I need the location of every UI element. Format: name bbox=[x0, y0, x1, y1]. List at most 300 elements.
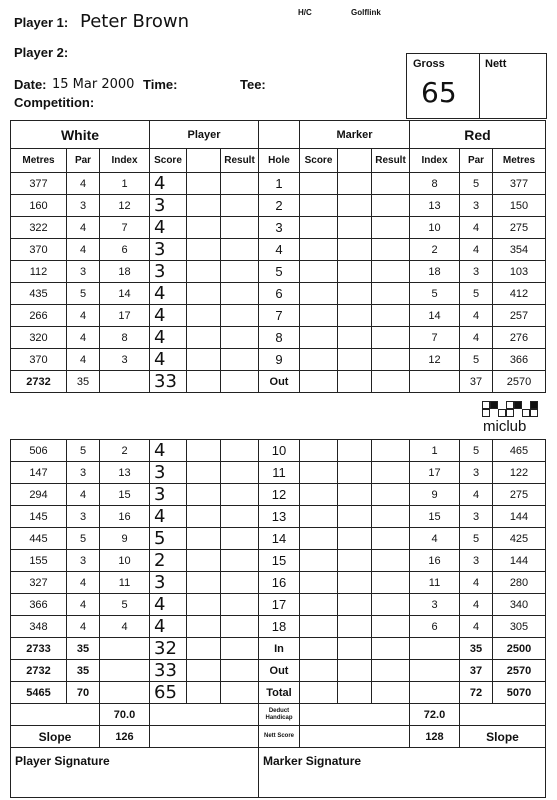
front-hole-marker-score bbox=[300, 239, 338, 261]
col-red-par: Par bbox=[460, 149, 493, 173]
back-hole-red-par: 3 bbox=[460, 506, 493, 528]
back-total-marker-score bbox=[300, 682, 338, 704]
back-hole-player-score: 2 bbox=[150, 550, 187, 572]
back-hole-player-result bbox=[221, 616, 259, 638]
gross-nett-box bbox=[406, 53, 547, 119]
back-hole-red-index: 3 bbox=[410, 594, 460, 616]
front-hole-white-metres: 322 bbox=[11, 217, 67, 239]
nett-score-label: Nett Score bbox=[259, 726, 300, 748]
back-hole-row bbox=[11, 506, 546, 528]
back-total-player-score: 65 bbox=[150, 682, 187, 704]
front-total-white-metres: 2732 bbox=[11, 371, 67, 393]
back-total-row bbox=[11, 660, 546, 682]
front-hole-player-result bbox=[221, 349, 259, 371]
back-hole-red-par: 5 bbox=[460, 440, 493, 462]
back-hole-marker-result bbox=[372, 462, 410, 484]
back-hole-player-blank bbox=[187, 528, 221, 550]
back-hole-marker-blank bbox=[338, 462, 372, 484]
hc-label: H/C bbox=[298, 8, 312, 17]
back-hole-red-metres: 425 bbox=[493, 528, 546, 550]
col-hole: Hole bbox=[259, 149, 300, 173]
back-hole-player-result bbox=[221, 528, 259, 550]
back-hole-player-score: 5 bbox=[150, 528, 187, 550]
rating-marker-blank bbox=[300, 704, 410, 726]
slope-row bbox=[11, 726, 546, 748]
front-hole-white-index: 6 bbox=[100, 239, 150, 261]
front-total-red-par: 37 bbox=[460, 371, 493, 393]
back-hole-player-score: 3 bbox=[150, 484, 187, 506]
front-hole-red-par: 5 bbox=[460, 349, 493, 371]
front-hole-marker-result bbox=[372, 349, 410, 371]
front-hole-red-metres: 412 bbox=[493, 283, 546, 305]
front-hole-white-index: 7 bbox=[100, 217, 150, 239]
back-hole-white-metres: 294 bbox=[11, 484, 67, 506]
back-hole-white-par: 5 bbox=[67, 528, 100, 550]
back-hole-player-score: 4 bbox=[150, 594, 187, 616]
front-hole-row bbox=[11, 173, 546, 195]
back-total-white-metres: 2733 bbox=[11, 638, 67, 660]
front-hole-white-index: 8 bbox=[100, 327, 150, 349]
front-total-hole: Out bbox=[259, 371, 300, 393]
back-total-player-blank bbox=[187, 638, 221, 660]
front-hole-player-blank bbox=[187, 173, 221, 195]
back-total-white-par: 35 bbox=[67, 638, 100, 660]
tee-label: Tee: bbox=[240, 77, 266, 92]
back-hole-white-metres: 506 bbox=[11, 440, 67, 462]
back-total-red-index bbox=[410, 682, 460, 704]
player-signature-field[interactable]: Player Signature bbox=[11, 748, 259, 798]
front-hole-row bbox=[11, 217, 546, 239]
front-hole-red-index: 5 bbox=[410, 283, 460, 305]
front-hole-marker-score bbox=[300, 173, 338, 195]
back-hole-red-metres: 340 bbox=[493, 594, 546, 616]
front-hole-white-index: 1 bbox=[100, 173, 150, 195]
front-hole-white-par: 5 bbox=[67, 283, 100, 305]
white-group-header: White bbox=[11, 121, 150, 149]
front-hole-red-par: 4 bbox=[460, 327, 493, 349]
front-total-white-par: 35 bbox=[67, 371, 100, 393]
deduct-handicap-label: Deduct Handicap bbox=[259, 704, 300, 726]
back-hole-hole: 17 bbox=[259, 594, 300, 616]
back-hole-hole: 10 bbox=[259, 440, 300, 462]
back-hole-marker-score bbox=[300, 440, 338, 462]
slope-label-red: Slope bbox=[460, 726, 546, 748]
front-hole-red-par: 4 bbox=[460, 217, 493, 239]
front-hole-player-result bbox=[221, 195, 259, 217]
front-hole-marker-score bbox=[300, 327, 338, 349]
col-red-metres: Metres bbox=[493, 149, 546, 173]
back-hole-hole: 16 bbox=[259, 572, 300, 594]
back-hole-marker-blank bbox=[338, 594, 372, 616]
back-hole-red-par: 3 bbox=[460, 550, 493, 572]
back-hole-marker-score bbox=[300, 572, 338, 594]
col-marker-score: Score bbox=[300, 149, 338, 173]
back-total-red-index bbox=[410, 660, 460, 682]
front-hole-white-metres: 160 bbox=[11, 195, 67, 217]
front-hole-player-blank bbox=[187, 327, 221, 349]
front-hole-white-par: 4 bbox=[67, 239, 100, 261]
front-hole-player-result bbox=[221, 283, 259, 305]
back-hole-player-blank bbox=[187, 484, 221, 506]
front-hole-red-index: 8 bbox=[410, 173, 460, 195]
back-hole-marker-result bbox=[372, 528, 410, 550]
back-hole-red-index: 6 bbox=[410, 616, 460, 638]
slope-label-white: Slope bbox=[11, 726, 100, 748]
back-hole-red-index: 17 bbox=[410, 462, 460, 484]
back-hole-player-blank bbox=[187, 440, 221, 462]
col-red-index: Index bbox=[410, 149, 460, 173]
slope-red: 128 bbox=[410, 726, 460, 748]
player1-name: Peter Brown bbox=[80, 11, 190, 32]
back-hole-player-blank bbox=[187, 616, 221, 638]
front-total-blank5 bbox=[338, 371, 372, 393]
back-total-marker-score bbox=[300, 638, 338, 660]
front-hole-red-index: 12 bbox=[410, 349, 460, 371]
rating-white: 70.0 bbox=[100, 704, 150, 726]
front-hole-marker-result bbox=[372, 305, 410, 327]
front-hole-row bbox=[11, 305, 546, 327]
back-hole-player-score: 4 bbox=[150, 506, 187, 528]
back-hole-red-index: 16 bbox=[410, 550, 460, 572]
back-hole-white-index: 4 bbox=[100, 616, 150, 638]
front-nine-table bbox=[10, 120, 546, 393]
back-total-player-blank bbox=[187, 682, 221, 704]
gross-cell bbox=[407, 54, 480, 118]
back-hole-marker-result bbox=[372, 594, 410, 616]
back-total-red-par: 37 bbox=[460, 660, 493, 682]
front-hole-hole: 2 bbox=[259, 195, 300, 217]
rating-red: 72.0 bbox=[410, 704, 460, 726]
back-total-white-metres: 2732 bbox=[11, 660, 67, 682]
front-hole-row bbox=[11, 261, 546, 283]
rating-player-blank bbox=[150, 704, 259, 726]
front-hole-white-metres: 377 bbox=[11, 173, 67, 195]
front-hole-marker-score bbox=[300, 283, 338, 305]
back-hole-red-par: 4 bbox=[460, 616, 493, 638]
marker-signature-field[interactable]: Marker Signature bbox=[259, 748, 546, 798]
back-total-hole: Total bbox=[259, 682, 300, 704]
front-hole-hole: 1 bbox=[259, 173, 300, 195]
front-hole-white-index: 17 bbox=[100, 305, 150, 327]
back-total-marker-blank bbox=[338, 660, 372, 682]
front-hole-red-index: 18 bbox=[410, 261, 460, 283]
back-hole-player-blank bbox=[187, 462, 221, 484]
front-hole-marker-blank bbox=[338, 305, 372, 327]
back-hole-player-score: 4 bbox=[150, 440, 187, 462]
back-total-marker-result bbox=[372, 660, 410, 682]
back-hole-marker-score bbox=[300, 594, 338, 616]
front-hole-player-result bbox=[221, 239, 259, 261]
front-hole-marker-score bbox=[300, 261, 338, 283]
front-hole-player-score: 4 bbox=[150, 349, 187, 371]
front-hole-player-score: 4 bbox=[150, 327, 187, 349]
back-total-player-result bbox=[221, 638, 259, 660]
back-hole-row bbox=[11, 528, 546, 550]
front-hole-player-blank bbox=[187, 239, 221, 261]
front-hole-red-metres: 354 bbox=[493, 239, 546, 261]
back-hole-hole: 15 bbox=[259, 550, 300, 572]
back-hole-white-metres: 327 bbox=[11, 572, 67, 594]
back-hole-player-result bbox=[221, 572, 259, 594]
back-hole-red-par: 5 bbox=[460, 528, 493, 550]
nett-label: Nett bbox=[485, 58, 507, 70]
gross-value: 65 bbox=[421, 76, 457, 109]
front-hole-red-metres: 276 bbox=[493, 327, 546, 349]
back-hole-red-index: 15 bbox=[410, 506, 460, 528]
back-hole-white-metres: 445 bbox=[11, 528, 67, 550]
red-group-header: Red bbox=[410, 121, 546, 149]
back-total-marker-result bbox=[372, 638, 410, 660]
front-total-blank6 bbox=[372, 371, 410, 393]
back-hole-marker-blank bbox=[338, 528, 372, 550]
front-hole-marker-blank bbox=[338, 173, 372, 195]
front-hole-marker-blank bbox=[338, 217, 372, 239]
front-total-blank3 bbox=[221, 371, 259, 393]
front-hole-player-result bbox=[221, 217, 259, 239]
golflink-label: Golflink bbox=[351, 8, 381, 17]
back-hole-red-index: 11 bbox=[410, 572, 460, 594]
back-total-player-score: 33 bbox=[150, 660, 187, 682]
back-total-player-result bbox=[221, 660, 259, 682]
date-value: 15 Mar 2000 bbox=[52, 77, 135, 92]
back-hole-row bbox=[11, 440, 546, 462]
front-hole-player-blank bbox=[187, 217, 221, 239]
hole-group-blank bbox=[259, 121, 300, 149]
front-hole-white-metres: 112 bbox=[11, 261, 67, 283]
back-hole-white-par: 3 bbox=[67, 506, 100, 528]
back-total-player-blank bbox=[187, 660, 221, 682]
back-hole-red-par: 4 bbox=[460, 572, 493, 594]
front-hole-hole: 6 bbox=[259, 283, 300, 305]
front-total-red-metres: 2570 bbox=[493, 371, 546, 393]
back-hole-hole: 11 bbox=[259, 462, 300, 484]
front-hole-player-score: 4 bbox=[150, 283, 187, 305]
back-total-red-par: 35 bbox=[460, 638, 493, 660]
back-total-white-index bbox=[100, 682, 150, 704]
back-hole-marker-score bbox=[300, 550, 338, 572]
back-hole-player-result bbox=[221, 484, 259, 506]
front-hole-player-blank bbox=[187, 283, 221, 305]
col-player-score: Score bbox=[150, 149, 187, 173]
front-hole-hole: 8 bbox=[259, 327, 300, 349]
back-hole-player-blank bbox=[187, 594, 221, 616]
front-hole-white-par: 4 bbox=[67, 217, 100, 239]
back-hole-hole: 12 bbox=[259, 484, 300, 506]
front-total-blank2 bbox=[187, 371, 221, 393]
player1-label: Player 1: bbox=[14, 15, 69, 30]
col-player-result: Result bbox=[221, 149, 259, 173]
back-hole-white-index: 5 bbox=[100, 594, 150, 616]
front-hole-red-par: 3 bbox=[460, 195, 493, 217]
back-nine-table bbox=[10, 439, 546, 798]
back-hole-row bbox=[11, 572, 546, 594]
col-white-index: Index bbox=[100, 149, 150, 173]
back-hole-player-score: 3 bbox=[150, 572, 187, 594]
front-hole-marker-result bbox=[372, 173, 410, 195]
back-total-red-metres: 5070 bbox=[493, 682, 546, 704]
signature-row bbox=[11, 748, 546, 798]
front-hole-marker-score bbox=[300, 217, 338, 239]
front-total-blank7 bbox=[410, 371, 460, 393]
rating-white-blank bbox=[11, 704, 100, 726]
back-hole-red-metres: 280 bbox=[493, 572, 546, 594]
slope-marker-blank bbox=[300, 726, 410, 748]
front-hole-red-par: 5 bbox=[460, 283, 493, 305]
front-hole-white-metres: 370 bbox=[11, 239, 67, 261]
front-hole-white-metres: 266 bbox=[11, 305, 67, 327]
back-total-hole: Out bbox=[259, 660, 300, 682]
front-hole-red-metres: 377 bbox=[493, 173, 546, 195]
front-total-score: 33 bbox=[150, 371, 187, 393]
back-hole-red-metres: 305 bbox=[493, 616, 546, 638]
back-hole-white-index: 15 bbox=[100, 484, 150, 506]
front-hole-white-index: 3 bbox=[100, 349, 150, 371]
front-hole-player-score: 3 bbox=[150, 239, 187, 261]
back-hole-white-par: 4 bbox=[67, 572, 100, 594]
front-hole-red-metres: 257 bbox=[493, 305, 546, 327]
back-total-white-index bbox=[100, 660, 150, 682]
back-total-player-score: 32 bbox=[150, 638, 187, 660]
front-hole-red-par: 3 bbox=[460, 261, 493, 283]
back-hole-player-blank bbox=[187, 572, 221, 594]
front-total-blank bbox=[100, 371, 150, 393]
front-hole-player-result bbox=[221, 173, 259, 195]
front-hole-player-blank bbox=[187, 261, 221, 283]
back-total-red-index bbox=[410, 638, 460, 660]
back-total-marker-result bbox=[372, 682, 410, 704]
back-total-white-index bbox=[100, 638, 150, 660]
back-hole-row bbox=[11, 550, 546, 572]
back-hole-marker-result bbox=[372, 440, 410, 462]
front-hole-marker-result bbox=[372, 283, 410, 305]
front-hole-red-par: 5 bbox=[460, 173, 493, 195]
front-hole-player-result bbox=[221, 261, 259, 283]
back-hole-marker-blank bbox=[338, 550, 372, 572]
back-hole-marker-blank bbox=[338, 506, 372, 528]
front-hole-red-metres: 366 bbox=[493, 349, 546, 371]
front-hole-marker-blank bbox=[338, 239, 372, 261]
front-hole-row bbox=[11, 195, 546, 217]
front-hole-red-metres: 275 bbox=[493, 217, 546, 239]
back-hole-red-par: 3 bbox=[460, 462, 493, 484]
back-hole-white-par: 3 bbox=[67, 462, 100, 484]
front-hole-white-par: 4 bbox=[67, 327, 100, 349]
front-hole-player-blank bbox=[187, 305, 221, 327]
front-hole-marker-score bbox=[300, 349, 338, 371]
back-total-red-metres: 2570 bbox=[493, 660, 546, 682]
back-hole-player-result bbox=[221, 550, 259, 572]
front-hole-white-metres: 370 bbox=[11, 349, 67, 371]
back-hole-red-metres: 275 bbox=[493, 484, 546, 506]
col-white-par: Par bbox=[67, 149, 100, 173]
front-hole-hole: 3 bbox=[259, 217, 300, 239]
player2-label: Player 2: bbox=[14, 45, 69, 60]
front-hole-marker-result bbox=[372, 327, 410, 349]
front-hole-marker-result bbox=[372, 239, 410, 261]
back-total-marker-blank bbox=[338, 638, 372, 660]
front-hole-marker-result bbox=[372, 217, 410, 239]
back-total-hole: In bbox=[259, 638, 300, 660]
back-hole-player-result bbox=[221, 462, 259, 484]
back-hole-red-par: 4 bbox=[460, 594, 493, 616]
front-hole-red-par: 4 bbox=[460, 239, 493, 261]
back-hole-marker-result bbox=[372, 550, 410, 572]
back-hole-white-par: 4 bbox=[67, 616, 100, 638]
front-hole-red-par: 4 bbox=[460, 305, 493, 327]
back-hole-player-blank bbox=[187, 506, 221, 528]
col-marker-result: Result bbox=[372, 149, 410, 173]
front-hole-red-index: 14 bbox=[410, 305, 460, 327]
back-hole-player-score: 4 bbox=[150, 616, 187, 638]
back-hole-red-metres: 144 bbox=[493, 506, 546, 528]
back-hole-hole: 14 bbox=[259, 528, 300, 550]
back-hole-marker-result bbox=[372, 484, 410, 506]
front-hole-red-index: 10 bbox=[410, 217, 460, 239]
front-hole-marker-blank bbox=[338, 261, 372, 283]
front-hole-player-score: 3 bbox=[150, 261, 187, 283]
front-hole-white-metres: 435 bbox=[11, 283, 67, 305]
back-hole-white-index: 11 bbox=[100, 572, 150, 594]
back-total-marker-score bbox=[300, 660, 338, 682]
back-hole-marker-blank bbox=[338, 484, 372, 506]
front-hole-red-index: 2 bbox=[410, 239, 460, 261]
back-hole-white-metres: 348 bbox=[11, 616, 67, 638]
back-hole-white-index: 9 bbox=[100, 528, 150, 550]
front-hole-row bbox=[11, 349, 546, 371]
miclub-logo-text: miclub bbox=[483, 418, 527, 435]
back-total-player-result bbox=[221, 682, 259, 704]
back-hole-row bbox=[11, 616, 546, 638]
back-hole-red-par: 4 bbox=[460, 484, 493, 506]
back-hole-red-metres: 465 bbox=[493, 440, 546, 462]
back-hole-player-result bbox=[221, 440, 259, 462]
front-hole-hole: 5 bbox=[259, 261, 300, 283]
front-hole-marker-blank bbox=[338, 327, 372, 349]
back-total-marker-blank bbox=[338, 682, 372, 704]
front-hole-marker-blank bbox=[338, 195, 372, 217]
back-hole-white-index: 13 bbox=[100, 462, 150, 484]
back-total-row bbox=[11, 638, 546, 660]
date-label: Date: bbox=[14, 77, 47, 92]
front-hole-white-index: 12 bbox=[100, 195, 150, 217]
gross-label: Gross bbox=[413, 58, 445, 70]
front-hole-player-blank bbox=[187, 349, 221, 371]
back-hole-marker-score bbox=[300, 506, 338, 528]
back-hole-white-par: 4 bbox=[67, 594, 100, 616]
back-hole-white-metres: 155 bbox=[11, 550, 67, 572]
front-hole-player-result bbox=[221, 305, 259, 327]
front-hole-row bbox=[11, 239, 546, 261]
front-hole-white-par: 4 bbox=[67, 305, 100, 327]
back-hole-player-result bbox=[221, 594, 259, 616]
front-hole-white-par: 4 bbox=[67, 173, 100, 195]
back-hole-white-par: 5 bbox=[67, 440, 100, 462]
back-total-white-par: 70 bbox=[67, 682, 100, 704]
back-hole-hole: 13 bbox=[259, 506, 300, 528]
col-marker-blank bbox=[338, 149, 372, 173]
back-hole-white-index: 2 bbox=[100, 440, 150, 462]
back-hole-white-metres: 145 bbox=[11, 506, 67, 528]
back-hole-red-metres: 122 bbox=[493, 462, 546, 484]
front-hole-red-index: 7 bbox=[410, 327, 460, 349]
back-hole-marker-score bbox=[300, 528, 338, 550]
front-hole-white-metres: 320 bbox=[11, 327, 67, 349]
col-white-metres: Metres bbox=[11, 149, 67, 173]
back-hole-white-metres: 366 bbox=[11, 594, 67, 616]
front-hole-marker-score bbox=[300, 305, 338, 327]
front-hole-row bbox=[11, 327, 546, 349]
front-total-row bbox=[11, 371, 546, 393]
